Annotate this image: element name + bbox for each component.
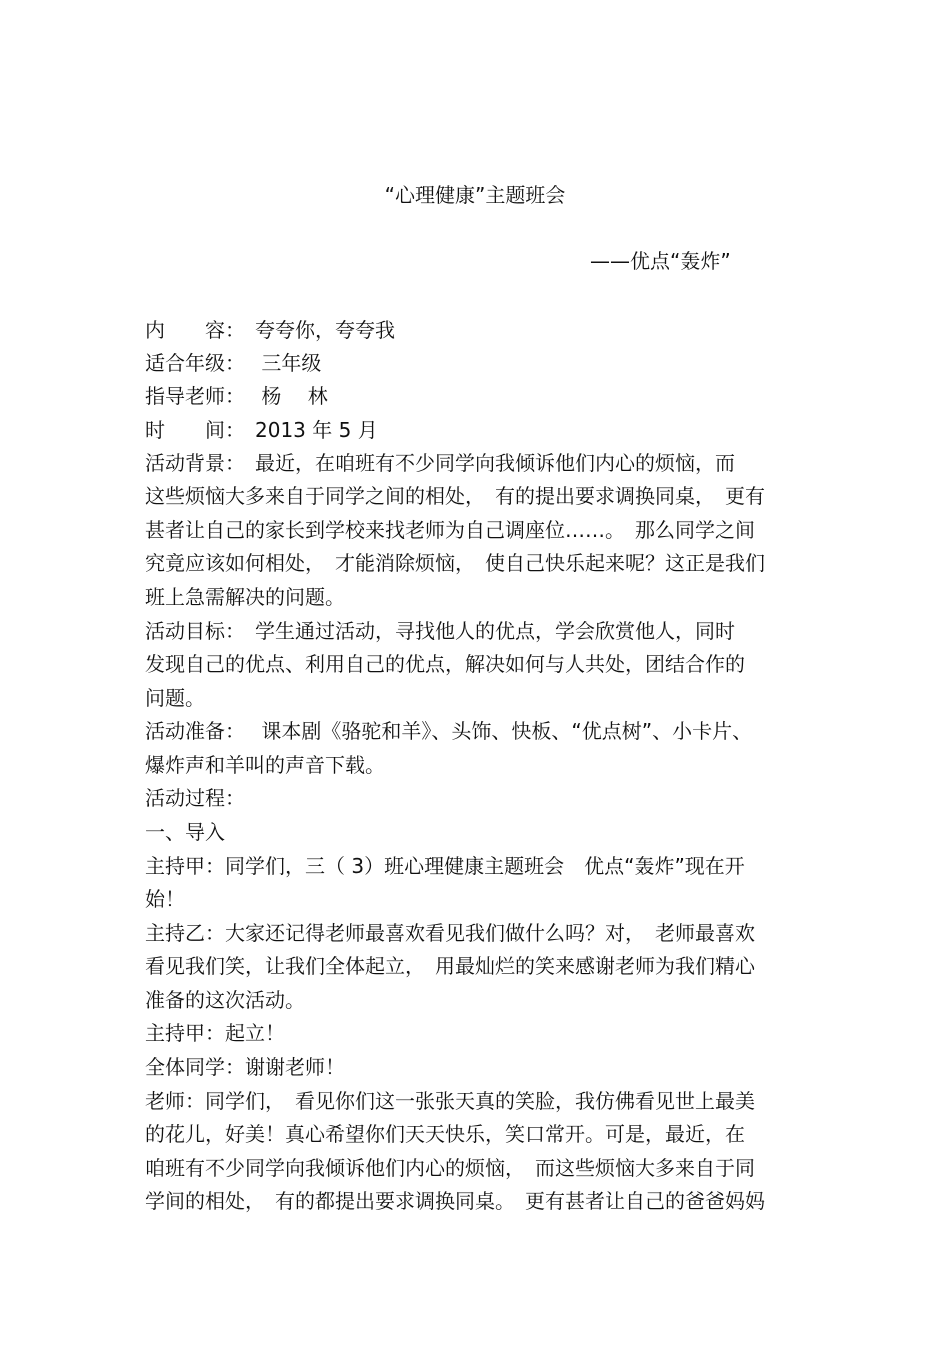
document-title: “心理健康”主题班会	[384, 183, 566, 207]
text-line: 指导老师： 杨 林	[145, 384, 328, 408]
text-line: 始！	[145, 887, 185, 911]
text-line: 主持甲：同学们，三（ 3）班心理健康主题班会 优点“轰炸”现在开	[145, 854, 745, 878]
text-line: 内 容： 夸夸你，夸夸我	[145, 318, 395, 342]
text-line: 主持乙：大家还记得老师最喜欢看见我们做什么吗？对， 老师最喜欢	[145, 921, 755, 945]
text-line: 问题。	[145, 686, 205, 710]
text-line: 一、导入	[145, 820, 225, 844]
text-line: 的花儿，好美！真心希望你们天天快乐，笑口常开。可是，最近，在	[145, 1122, 745, 1146]
text-line: 爆炸声和羊叫的声音下载。	[145, 753, 385, 777]
text-line: 时 间： 2013 年 5 月	[145, 418, 378, 442]
text-line: 活动准备： 课本剧《骆驼和羊》、头饰、快板、“优点树”、小卡片、	[145, 719, 753, 743]
text-line: 甚者让自己的家长到学校来找老师为自己调座位……。 那么同学之间	[145, 518, 755, 542]
text-line: 班上急需解决的问题。	[145, 585, 345, 609]
text-line: 适合年级： 三年级	[145, 351, 322, 375]
text-line: 活动过程：	[145, 786, 245, 810]
text-line: 咱班有不少同学向我倾诉他们内心的烦恼， 而这些烦恼大多来自于同	[145, 1156, 755, 1180]
text-line: 这些烦恼大多来自于同学之间的相处， 有的提出要求调换同桌， 更有	[145, 484, 765, 508]
text-line: 主持甲：起立！	[145, 1021, 285, 1045]
text-line: 全体同学：谢谢老师！	[145, 1055, 345, 1079]
text-line: 学间的相处， 有的都提出要求调换同桌。 更有甚者让自己的爸爸妈妈	[145, 1189, 765, 1213]
text-line: 究竟应该如何相处， 才能消除烦恼， 使自己快乐起来呢？这正是我们	[145, 551, 765, 575]
document-subtitle: ——优点“轰炸”	[590, 249, 731, 273]
text-line: 活动目标： 学生通过活动，寻找他人的优点，学会欣赏他人，同时	[145, 619, 735, 643]
text-line: 发现自己的优点、利用自己的优点，解决如何与人共处，团结合作的	[145, 652, 745, 676]
text-line: 看见我们笑，让我们全体起立， 用最灿烂的笑来感谢老师为我们精心	[145, 954, 755, 978]
text-line: 老师：同学们， 看见你们这一张张天真的笑脸，我仿佛看见世上最美	[145, 1089, 755, 1113]
text-line: 准备的这次活动。	[145, 988, 305, 1012]
text-line: 活动背景： 最近，在咱班有不少同学向我倾诉他们内心的烦恼，而	[145, 451, 735, 475]
